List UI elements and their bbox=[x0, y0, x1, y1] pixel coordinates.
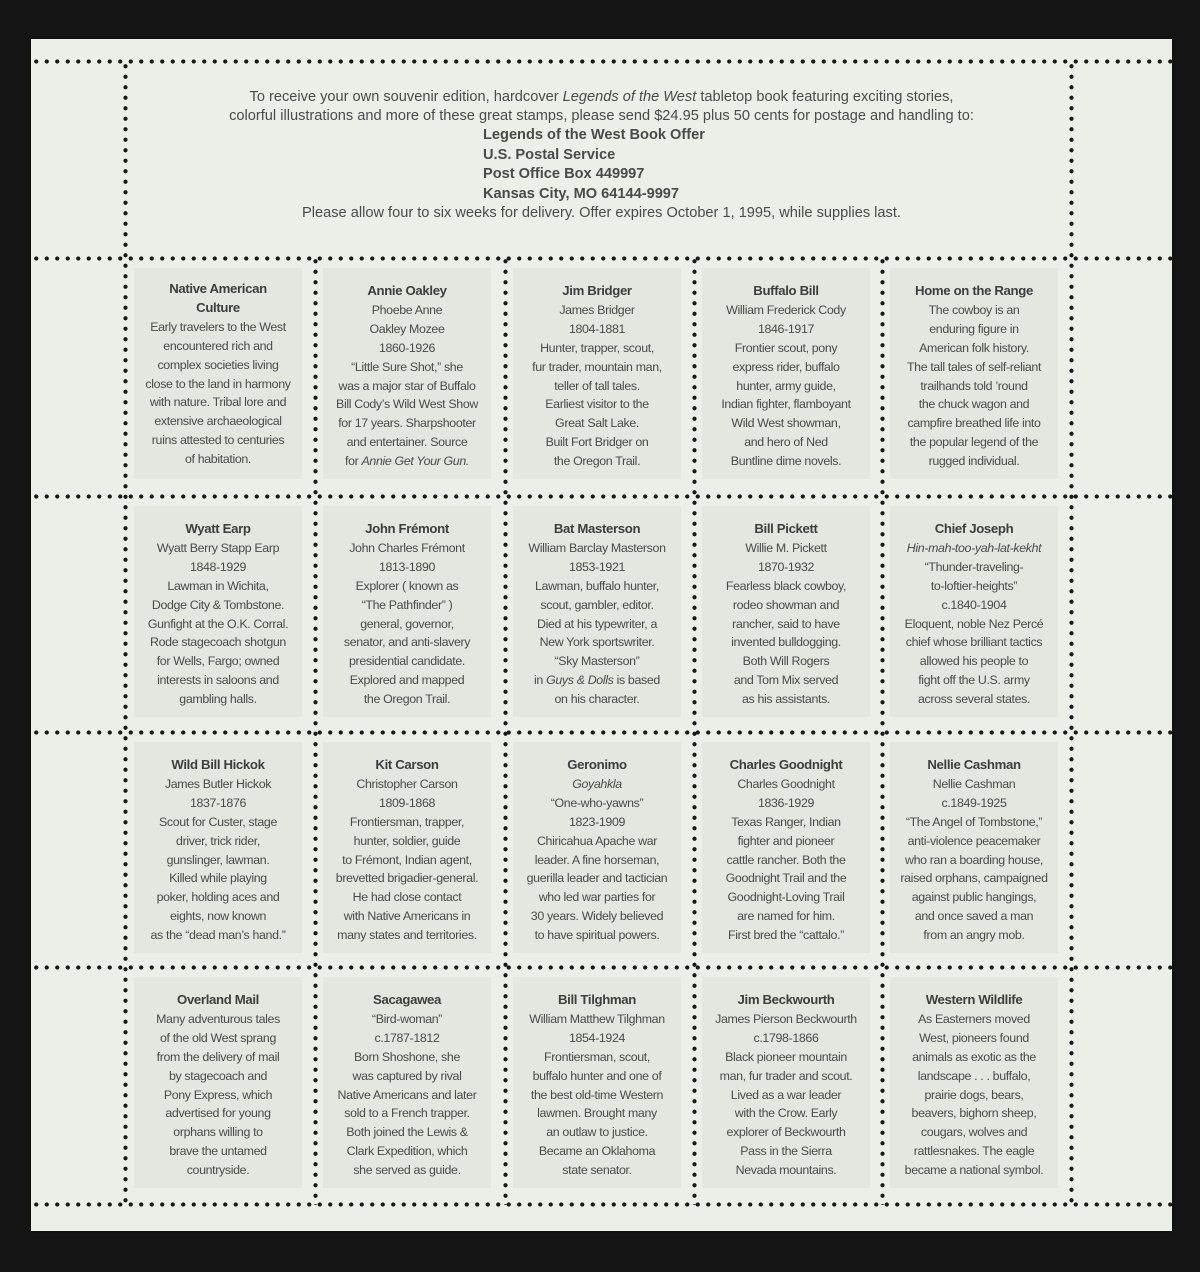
stamp-text-line: was a major star of Buffalo bbox=[338, 378, 476, 393]
stamp-text-line: As Easterners moved bbox=[918, 1011, 1030, 1026]
stamp-text-line: Became an Oklahoma bbox=[538, 1144, 656, 1159]
stamp-text-line: Hunter, trapper, scout, bbox=[540, 340, 654, 355]
stamp-text-line: Wyatt Berry Stapp Earp bbox=[156, 540, 280, 555]
stamp-text-line: enduring figure in bbox=[929, 321, 1019, 336]
stamp-text-line: an outlaw to justice. bbox=[546, 1125, 648, 1140]
stamp-text-line: Lawman in Wichita, bbox=[167, 578, 269, 593]
stamp-text-line: state senator. bbox=[562, 1163, 632, 1178]
stamp-text-line: 1813-1890 bbox=[378, 559, 436, 574]
stamp-text-line: Explorer ( known as bbox=[355, 578, 459, 593]
stamp-text-line: from the delivery of mail bbox=[156, 1049, 280, 1064]
stamp-text-line: cougars, wolves and bbox=[920, 1125, 1028, 1140]
stamp-text-line: of the old West sprang bbox=[159, 1030, 277, 1045]
stamp-text-line: Built Fort Bridger on bbox=[545, 435, 649, 450]
stamp-19 bbox=[702, 977, 870, 1188]
notice-line: To receive your own souvenir edition, hardcover Legends of the West tabletop book featuring exciting stories, bbox=[249, 89, 954, 105]
stamp-text-line: Gunfight at the O.K. Corral. bbox=[147, 616, 289, 631]
stamp-text-line: “Bird-woman” bbox=[371, 1011, 443, 1026]
stamp-text-line: gambling halls. bbox=[179, 692, 257, 707]
stamp-text-line: the popular legend of the bbox=[909, 435, 1039, 450]
stamp-text-line: Christopher Carson bbox=[356, 776, 458, 791]
stamp-6 bbox=[134, 506, 302, 717]
stamp-text-line: Charles Goodnight bbox=[737, 776, 835, 791]
perforation-row bbox=[31, 59, 1172, 64]
stamp-text-line: driver, trick rider, bbox=[176, 833, 260, 848]
stamp-text-line: extensive archaeological bbox=[154, 414, 282, 429]
stamp-4 bbox=[702, 268, 870, 479]
stamp-text-line: with Native Americans in bbox=[343, 909, 471, 924]
stamp-title: Bat Masterson bbox=[553, 521, 641, 536]
stamp-text-line: became a national symbol. bbox=[904, 1163, 1044, 1178]
stamp-text-line: raised orphans, campaigned bbox=[900, 871, 1048, 886]
stamp-text-line: James Bridger bbox=[559, 302, 635, 317]
notice-line: colorful illustrations and more of these great stamps, please send $24.95 plus 50 cents for postage and handling to: bbox=[229, 108, 974, 124]
stamp-text-line: of habitation. bbox=[184, 452, 252, 467]
stamp-text-line: Texas Ranger, Indian bbox=[731, 814, 841, 829]
stamp-text-line: complex societies living bbox=[157, 357, 279, 372]
stamp-title: Annie Oakley bbox=[367, 283, 447, 298]
stamp-text-line: for 17 years. Sharpshooter bbox=[338, 416, 476, 431]
stamp-text-line: c.1840-1904 bbox=[941, 597, 1007, 612]
stamp-title: Jim Beckwourth bbox=[737, 992, 835, 1007]
stamp-text-line: William Barclay Masterson bbox=[528, 540, 666, 555]
stamp-text-line: William Matthew Tilghman bbox=[529, 1011, 665, 1026]
stamp-text-line: hunter, army guide, bbox=[736, 378, 836, 393]
stamp-text-line: sold to a French trapper. bbox=[344, 1106, 470, 1121]
stamp-text-line: and Tom Mix served bbox=[733, 673, 839, 688]
stamp-text-line: Black pioneer mountain bbox=[725, 1049, 847, 1064]
stamp-text-line: poker, holding aces and bbox=[156, 890, 280, 905]
stamp-text-line: Rode stagecoach shotgun bbox=[150, 635, 286, 650]
stamp-5 bbox=[890, 268, 1058, 479]
stamp-text-line: Frontier scout, pony bbox=[734, 340, 838, 355]
perforation-row bbox=[31, 730, 1172, 735]
stamp-text-line: express rider, buffalo bbox=[732, 359, 840, 374]
stamp-text-line: “One-who-yawns” bbox=[550, 795, 644, 810]
stamp-title: Overland Mail bbox=[177, 992, 259, 1007]
stamp-title: Nellie Cashman bbox=[927, 757, 1021, 772]
stamp-text-line: “Little Sure Shot,” she bbox=[351, 359, 463, 374]
stamp-15 bbox=[890, 742, 1058, 953]
stamp-title: Culture bbox=[196, 299, 240, 315]
stamp-text-line: Died at his typewriter, a bbox=[536, 616, 658, 631]
stamp-text-line: Fearless black cowboy, bbox=[725, 578, 847, 593]
stamp-text-line: rattlesnakes. The eagle bbox=[913, 1144, 1035, 1159]
stamp-text-line: 1848-1929 bbox=[189, 559, 247, 574]
stamp-10 bbox=[890, 506, 1058, 717]
stamp-20 bbox=[890, 977, 1058, 1188]
stamp-title: Kit Carson bbox=[375, 757, 439, 772]
stamp-text-line: Early travelers to the West bbox=[150, 319, 286, 334]
stamp-text-line: 30 years. Widely believed bbox=[530, 909, 664, 924]
stamp-text-line: hunter, soldier, guide bbox=[353, 833, 461, 848]
perforation-row bbox=[31, 256, 1172, 261]
stamp-title: Bill Pickett bbox=[754, 521, 818, 536]
stamp-text-line: close to the land in harmony bbox=[145, 376, 291, 391]
perforation-column bbox=[1069, 61, 1074, 1205]
stamp-title: Buffalo Bill bbox=[753, 283, 819, 298]
stamp-text-line: advertised for young bbox=[165, 1106, 271, 1121]
stamp-text-line: “The Angel of Tombstone,” bbox=[905, 814, 1043, 829]
stamp-title: John Frémont bbox=[365, 521, 449, 536]
stamp-text-line: beavers, bighorn sheep, bbox=[911, 1106, 1037, 1121]
stamp-text-line: allowed his people to bbox=[919, 654, 1029, 669]
stamp-text-line: Bill Cody’s Wild West Show bbox=[336, 397, 478, 412]
stamp-text-line: The cowboy is an bbox=[928, 302, 1020, 317]
stamp-text-line: He had close contact bbox=[352, 890, 462, 905]
stamp-text-line: against public hangings, bbox=[911, 890, 1037, 905]
stamp-text-line: Both joined the Lewis & bbox=[346, 1125, 468, 1140]
stamp-text-line: and entertainer. Source bbox=[346, 435, 468, 450]
stamp-text-line: was captured by rival bbox=[352, 1068, 462, 1083]
stamp-text-line: 1823-1909 bbox=[568, 814, 626, 829]
stamp-text-line: eights, now known bbox=[170, 909, 266, 924]
stamp-text-line: “Sky Masterson” bbox=[554, 654, 640, 669]
notice-line: Please allow four to six weeks for delivery. Offer expires October 1, 1995, while supplies last. bbox=[302, 205, 901, 221]
stamp-title: Wyatt Earp bbox=[185, 521, 251, 536]
stamp-text-line: for Wells, Fargo; owned bbox=[156, 654, 280, 669]
stamp-text-line: guerilla leader and tactician bbox=[526, 871, 668, 886]
perforation-row bbox=[31, 1202, 1172, 1207]
stamp-11 bbox=[134, 742, 302, 953]
stamp-text-line: man, fur trader and scout. bbox=[719, 1068, 853, 1083]
stamp-text-line: she served as guide. bbox=[353, 1163, 461, 1178]
stamp-text-line: to have spiritual powers. bbox=[534, 928, 660, 943]
stamp-text-line: for Annie Get Your Gun. bbox=[345, 454, 469, 469]
stamp-text-line: Eloquent, noble Nez Percé bbox=[904, 616, 1044, 631]
stamp-text-line: West, pioneers found bbox=[919, 1030, 1029, 1045]
stamp-text-line: who ran a boarding house, bbox=[905, 852, 1043, 867]
stamp-text-line: John Charles Frémont bbox=[349, 540, 465, 555]
stamp-text-line: campfire breathed life into bbox=[907, 416, 1041, 431]
stamp-native-name: Hin-mah-too-yah-lat-kekht bbox=[906, 540, 1042, 555]
stamp-title: Chief Joseph bbox=[934, 521, 1014, 536]
stamp-text-line: rodeo showman and bbox=[732, 597, 840, 612]
stamp-text-line: “Thunder-traveling- bbox=[924, 559, 1024, 574]
stamp-text-line: orphans willing to bbox=[173, 1125, 263, 1140]
stamp-title: Sacagawea bbox=[373, 992, 441, 1007]
stamp-text-line: trailhands told ’round bbox=[920, 378, 1028, 393]
stamp-text-line: “The Pathfinder” ) bbox=[361, 597, 453, 612]
perforation-column bbox=[123, 61, 128, 1205]
perforation-column bbox=[692, 256, 697, 1205]
stamp-text-line: anti-violence peacemaker bbox=[907, 833, 1041, 848]
stamp-text-line: buffalo hunter and one of bbox=[532, 1068, 662, 1083]
stamp-native-name: Goyahkla bbox=[572, 776, 622, 791]
stamp-sheet bbox=[31, 39, 1172, 1231]
stamp-text-line: rugged individual. bbox=[928, 454, 1020, 469]
perforation-row bbox=[31, 494, 1172, 499]
stamp-text-line: fight off the U.S. army bbox=[918, 673, 1030, 688]
stamp-text-line: cattle rancher. Both the bbox=[726, 852, 846, 867]
stamp-17 bbox=[323, 977, 491, 1188]
stamp-text-line: 1837-1876 bbox=[189, 795, 247, 810]
stamp-text-line: across several states. bbox=[917, 692, 1031, 707]
stamp-text-line: Chiricahua Apache war bbox=[536, 833, 658, 848]
stamp-text-line: Clark Expedition, which bbox=[346, 1144, 468, 1159]
stamp-text-line: encountered rich and bbox=[163, 338, 273, 353]
stamp-text-line: many states and territories. bbox=[337, 928, 477, 943]
stamp-text-line: landscape . . . buffalo, bbox=[917, 1068, 1031, 1083]
stamp-16 bbox=[134, 977, 302, 1188]
stamp-text-line: 1870-1932 bbox=[757, 559, 815, 574]
stamp-text-line: by stagecoach and bbox=[168, 1068, 268, 1083]
stamp-text-line: are named for him. bbox=[737, 909, 835, 924]
stamp-text-line: First bred the “cattalo.” bbox=[728, 928, 844, 943]
stamp-text-line: 1854-1924 bbox=[568, 1030, 626, 1045]
stamp-13 bbox=[513, 742, 681, 953]
stamp-8 bbox=[513, 506, 681, 717]
stamp-text-line: Earliest visitor to the bbox=[545, 397, 649, 412]
stamp-text-line: Frontiersman, scout, bbox=[544, 1049, 650, 1064]
stamp-text-line: the best old-time Western bbox=[530, 1087, 664, 1102]
stamp-text-line: ruins attested to centuries bbox=[151, 433, 285, 448]
stamp-text-line: animals as exotic as the bbox=[912, 1049, 1036, 1064]
stamp-text-line: Indian fighter, flamboyant bbox=[721, 397, 851, 412]
stamp-text-line: Oakley Mozee bbox=[369, 321, 445, 336]
stamp-title: Western Wildlife bbox=[925, 992, 1023, 1007]
perforation-row bbox=[31, 965, 1172, 970]
stamp-text-line: invented bulldogging. bbox=[731, 635, 841, 650]
stamp-text-line: 1836-1929 bbox=[757, 795, 815, 810]
stamp-title: Wild Bill Hickok bbox=[171, 757, 265, 772]
stamp-text-line: with the Crow. Early bbox=[734, 1106, 838, 1121]
stamp-text-line: Nellie Cashman bbox=[932, 776, 1016, 791]
stamp-text-line: interests in saloons and bbox=[157, 673, 279, 688]
stamp-text-line: the Oregon Trail. bbox=[363, 692, 451, 707]
stamp-text-line: brevetted brigadier-general. bbox=[335, 871, 479, 886]
stamp-text-line: Scout for Custer, stage bbox=[159, 814, 277, 829]
stamp-title: Charles Goodnight bbox=[729, 757, 843, 772]
stamp-text-line: 1853-1921 bbox=[568, 559, 626, 574]
stamp-text-line: Dodge City & Tombstone. bbox=[151, 597, 285, 612]
stamp-text-line: 1846-1917 bbox=[757, 321, 815, 336]
stamp-text-line: fur trader, mountain man, bbox=[532, 359, 662, 374]
stamp-text-line: The tall tales of self-reliant bbox=[906, 359, 1042, 374]
stamp-1 bbox=[134, 268, 302, 479]
stamp-title: Native American bbox=[169, 281, 267, 296]
stamp-text-line: senator, and anti-slavery bbox=[343, 635, 471, 650]
stamp-text-line: general, governor, bbox=[360, 616, 454, 631]
stamp-text-line: New York sportswriter. bbox=[539, 635, 655, 650]
stamp-text-line: James Butler Hickok bbox=[164, 776, 272, 791]
stamp-text-line: Frontiersman, trapper, bbox=[349, 814, 465, 829]
stamp-text-line: leader. A fine horseman, bbox=[534, 852, 660, 867]
stamp-text-line: Born Shoshone, she bbox=[354, 1049, 460, 1064]
stamp-text-line: Willie M. Pickett bbox=[745, 540, 827, 555]
stamp-text-line: c.1798-1866 bbox=[753, 1030, 819, 1045]
stamp-text-line: Phoebe Anne bbox=[371, 302, 443, 317]
stamp-text-line: 1804-1881 bbox=[568, 321, 626, 336]
stamp-text-line: countryside. bbox=[186, 1163, 250, 1178]
perforation-column bbox=[313, 256, 318, 1205]
stamp-text-line: as his assistants. bbox=[741, 692, 831, 707]
stamp-text-line: teller of tall tales. bbox=[554, 378, 640, 393]
perforation-column bbox=[503, 256, 508, 1205]
stamp-text-line: 1809-1868 bbox=[378, 795, 436, 810]
stamp-text-line: William Frederick Cody bbox=[726, 302, 846, 317]
stamp-text-line: Great Salt Lake. bbox=[555, 416, 639, 431]
stamp-text-line: fighter and pioneer bbox=[737, 833, 835, 848]
stamp-text-line: chief whose brilliant tactics bbox=[905, 635, 1043, 650]
stamp-text-line: to Frémont, Indian agent, bbox=[342, 852, 472, 867]
stamp-3 bbox=[513, 268, 681, 479]
stamp-text-line: Pony Express, which bbox=[163, 1087, 273, 1102]
stamp-text-line: Goodnight-Loving Trail bbox=[727, 890, 845, 905]
stamp-text-line: 1860-1926 bbox=[378, 340, 436, 355]
stamp-text-line: scout, gambler, editor. bbox=[540, 597, 654, 612]
stamp-text-line: gunslinger, lawman. bbox=[166, 852, 270, 867]
stamp-title: Geronimo bbox=[567, 757, 627, 772]
stamp-text-line: in Guys & Dolls is based bbox=[534, 673, 660, 688]
stamp-text-line: Lived as a war leader bbox=[730, 1087, 842, 1102]
stamp-text-line: and hero of Ned bbox=[744, 435, 828, 450]
stamp-text-line: Many adventurous tales bbox=[156, 1011, 280, 1026]
stamp-text-line: brave the untamed bbox=[169, 1144, 267, 1159]
stamp-18 bbox=[513, 977, 681, 1188]
stamp-text-line: Pass in the Sierra bbox=[740, 1144, 832, 1159]
stamp-text-line: presidential candidate. bbox=[349, 654, 465, 669]
stamp-text-line: Native Americans and later bbox=[337, 1087, 477, 1102]
stamp-text-line: Lawman, buffalo hunter, bbox=[535, 578, 659, 593]
stamp-text-line: on his character. bbox=[554, 692, 640, 707]
stamp-2 bbox=[323, 268, 491, 479]
stamp-text-line: rancher, said to have bbox=[732, 616, 840, 631]
stamp-text-line: who led war parties for bbox=[538, 890, 656, 905]
stamp-14 bbox=[702, 742, 870, 953]
stamp-12 bbox=[323, 742, 491, 953]
stamp-text-line: as the “dead man’s hand.” bbox=[150, 928, 286, 943]
stamp-text-line: to-loftier-heights” bbox=[930, 578, 1018, 593]
stamp-text-line: Nevada mountains. bbox=[735, 1163, 837, 1178]
stamp-text-line: James Pierson Beckwourth bbox=[715, 1011, 857, 1026]
stamp-text-line: American folk history. bbox=[919, 340, 1029, 355]
stamp-text-line: c.1849-1925 bbox=[941, 795, 1007, 810]
stamp-text-line: lawmen. Brought many bbox=[537, 1106, 657, 1121]
stamp-title: Home on the Range bbox=[915, 283, 1033, 298]
stamp-text-line: the chuck wagon and bbox=[918, 397, 1030, 412]
stamp-text-line: c.1787-1812 bbox=[374, 1030, 440, 1045]
stamp-text-line: and once saved a man bbox=[914, 909, 1034, 924]
stamp-title: Jim Bridger bbox=[562, 283, 632, 298]
stamp-text-line: Both Will Rogers bbox=[742, 654, 830, 669]
stamp-text-line: the Oregon Trail. bbox=[553, 454, 641, 469]
stamp-text-line: with nature. Tribal lore and bbox=[149, 395, 287, 410]
stamp-title: Bill Tilghman bbox=[557, 992, 636, 1007]
stamp-text-line: Killed while playing bbox=[169, 871, 267, 886]
mailing-address: Legends of the West Book Offer U.S. Postal Service Post Office Box 449997 Kansas City, MO 64144-9997 bbox=[483, 127, 705, 202]
stamp-7 bbox=[323, 506, 491, 717]
stamp-text-line: Buntline dime novels. bbox=[730, 454, 842, 469]
stamp-text-line: Goodnight Trail and the bbox=[725, 871, 847, 886]
stamp-9 bbox=[702, 506, 870, 717]
stamp-text-line: Wild West showman, bbox=[731, 416, 841, 431]
stamp-text-line: Explored and mapped bbox=[349, 673, 465, 688]
book-offer-notice bbox=[133, 88, 1070, 223]
perforation-column bbox=[880, 256, 885, 1205]
stamp-text-line: from an angry mob. bbox=[923, 928, 1025, 943]
stamp-text-line: explorer of Beckwourth bbox=[726, 1125, 846, 1140]
stamp-text-line: prairie dogs, bears, bbox=[924, 1087, 1024, 1102]
